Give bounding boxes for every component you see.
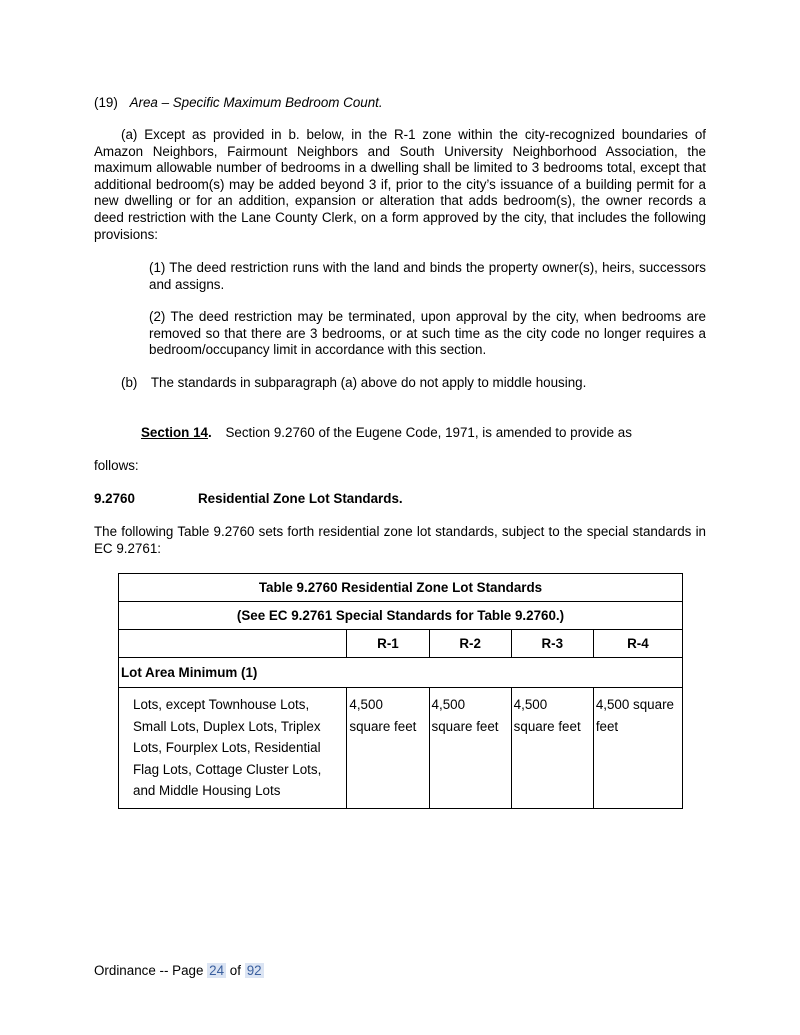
item-19-number: (19) [94, 95, 118, 110]
code-title: Residential Zone Lot Standards. [198, 491, 403, 506]
column-header-r1: R-1 [347, 630, 429, 658]
section-14-text: Section 9.2760 of the Eugene Code, 1971, is amended to provide as [225, 425, 632, 440]
section-14 [141, 425, 706, 440]
row-label: Lots, except Townhouse Lots, Small Lots, Duplex Lots, Triplex Lots, Fourplex Lots, Residential Flag Lots, Cottage Cluster Lots, and Middle Housing Lots [119, 688, 347, 809]
item-19-heading [94, 95, 383, 110]
lot-standards-table [118, 573, 683, 809]
paragraph-a: (a) Except as provided in b. below, in the R-1 zone within the city-recognized boundaries of Amazon Neighbors, Fairmount Neighbors and South University Neighborhood Association, the maximum allowable number of bedrooms in a dwelling shall be limited to 3 bedrooms total, except that additional bedroom(s) may be added beyond 3 if, prior to the city’s issuance of a building permit for a new dwelling or for an addition, expansion or alteration that adds bedroom(s), the owner records a deed restriction with the Lane County Clerk, on a form approved by the city, that includes the following provisions: [94, 127, 706, 242]
follows-text: follows: [94, 458, 139, 473]
paragraph-b-label: (b) [121, 375, 138, 390]
footer-prefix: Ordinance -- Page [94, 963, 204, 978]
table-caption: Table 9.2760 Residential Zone Lot Standards [119, 574, 683, 602]
cell-r4: 4,500 square feet [593, 688, 682, 809]
section-14-dot: . [207, 425, 212, 440]
column-header-r3: R-3 [511, 630, 593, 658]
footer-of: of [229, 963, 241, 978]
paragraph-b-text: The standards in subparagraph (a) above do not apply to middle housing. [150, 375, 587, 390]
cell-r2: 4,500 square feet [429, 688, 511, 809]
footer-total-pages: 92 [246, 963, 262, 978]
column-header-r4: R-4 [593, 630, 682, 658]
item-19-title: Area – Specific Maximum Bedroom Count. [129, 95, 383, 110]
code-number: 9.2760 [94, 491, 135, 506]
provision-1: (1) The deed restriction runs with the land and binds the property owner(s), heirs, successors and assigns. [149, 260, 706, 292]
column-header-r2: R-2 [429, 630, 511, 658]
cell-r3: 4,500 square feet [511, 688, 593, 809]
section-14-label: Section 14 [141, 425, 208, 440]
code-heading [94, 491, 403, 506]
page-footer [94, 963, 264, 978]
intro-paragraph: The following Table 9.2760 sets forth residential zone lot standards, subject to the special standards in EC 9.2761: [94, 524, 706, 556]
table-row [119, 688, 683, 809]
footer-page-number: 24 [209, 963, 225, 978]
cell-r1: 4,500 square feet [347, 688, 429, 809]
table-corner-cell [119, 630, 347, 658]
table-subcaption: (See EC 9.2761 Special Standards for Table 9.2760.) [119, 602, 683, 630]
paragraph-b [121, 375, 586, 390]
provision-2: (2) The deed restriction may be terminated, upon approval by the city, when bedrooms are removed so that there are 3 bedrooms, or at such time as the city code no longer requires a bedroom/occupancy limit in accordance with this section. [149, 309, 706, 358]
table-section-heading: Lot Area Minimum (1) [119, 658, 683, 688]
